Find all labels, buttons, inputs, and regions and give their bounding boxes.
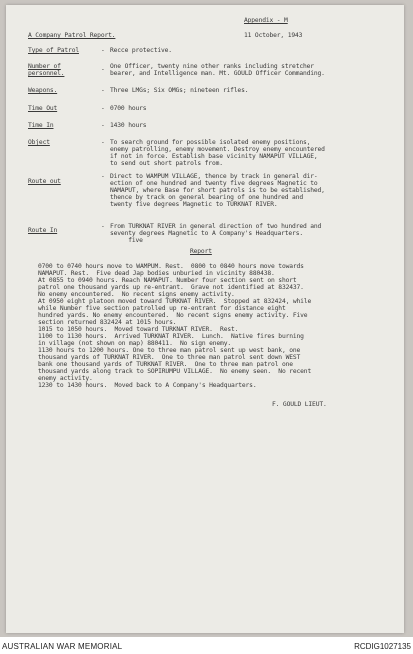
field-value-time-out: 0700 hours <box>110 105 147 112</box>
report-line: hundred yards. No enemy encountered. No recent signs enemy activity. Five <box>38 312 308 319</box>
document-page <box>6 5 404 633</box>
report-title: A Company Patrol Report. <box>28 32 116 39</box>
signature: F. GOULD LIEUT. <box>272 401 327 408</box>
field-label-personnel-2: personnel. <box>28 70 65 77</box>
report-line: thousand yards along track to SOPIRUMPU VILLAGE. No enemy seen. No recent <box>38 368 312 375</box>
field-value-route-out-4: thence by track on general bearing of one hundred and <box>110 194 303 201</box>
report-heading: Report <box>190 248 212 255</box>
report-line: 1100 to 1130 hours. Arrived TURKNAT RIVER. Lunch. Native fires burning <box>38 333 304 340</box>
report-date: 11 October, 1943 <box>244 32 303 39</box>
report-line: section returned 832424 at 1015 hours. <box>38 319 177 326</box>
report-line: while Number five section patrolled up re-entrant for distance eight <box>38 305 286 312</box>
field-value-object-3: if not in force. Establish base vicinity NAMAPUT VILLAGE, <box>110 153 318 160</box>
field-value-object-2: enemy patrolling, enemy movement. Destroy enemy encountered <box>110 146 325 153</box>
field-label-route-in: Route In <box>28 227 58 234</box>
report-line: At 0855 to 0940 hours. Reach NAMAPUT. Number four section sent on short <box>38 277 297 284</box>
field-label-route-out: Route out <box>28 178 61 185</box>
field-value-route-out-5: twenty five degrees Magnetic to TURKNAT RIVER. <box>110 201 278 208</box>
report-line: 1130 hours to 1200 hours. One to three man patrol sent up west bank, one <box>38 347 301 354</box>
field-label-object: Object <box>28 139 50 146</box>
field-dash: - <box>101 105 105 112</box>
field-value-personnel-2: bearer, and Intelligence man. Mt. GOULD Officer Commanding. <box>110 70 325 77</box>
report-line: bank one thousand yards of TURKNAT RIVER. One to three man patrol one <box>38 361 293 368</box>
report-line: At 0950 eight platoon moved toward TURKNAT RIVER. Stopped at 832424, while <box>38 298 312 305</box>
report-line: 0700 to 0740 hours move to WAMPUM. Rest. 0800 to 0840 hours move towards <box>38 263 304 270</box>
report-line: patrol one thousand yards up re-entrant. Grave not identified at 832437. <box>38 284 304 291</box>
appendix-label: Appendix - M <box>244 17 288 24</box>
archive-name: AUSTRALIAN WAR MEMORIAL <box>2 642 123 651</box>
field-label-weapons: Weapons. <box>28 87 58 94</box>
field-value-object-1: To search ground for possible isolated enemy positions, <box>110 139 311 146</box>
field-value-route-out-2: ection of one hundred and twenty five degrees Magnetic to <box>110 180 318 187</box>
field-label-time-in: Time In <box>28 122 54 129</box>
field-label-time-out: Time Out <box>28 105 58 112</box>
field-value-route-out-3: NAMAPUT, where Base for short patrols is to be established, <box>110 187 325 194</box>
field-dash: - <box>101 66 105 73</box>
report-line: in village (not shown on map) 880411. No sign enemy. <box>38 340 231 347</box>
report-line: 1015 to 1050 hours. Moved toward TURKNAT RIVER. Rest. <box>38 326 239 333</box>
report-line: No enemy encountered. No recent signs enemy activity. <box>38 291 235 298</box>
archive-footer <box>0 639 413 654</box>
field-dash: - <box>101 223 105 230</box>
field-value-time-in: 1430 hours <box>110 122 147 129</box>
field-value-weapons: Three LMGs; Six OMGs; nineteen rifles. <box>110 87 249 94</box>
field-dash: - <box>101 122 105 129</box>
field-value-route-in-1: From TURKNAT RIVER in general direction of two hundred and <box>110 223 322 230</box>
field-dash: - <box>101 47 105 54</box>
field-value-personnel-1: One Officer, twenty nine other ranks including stretcher <box>110 63 314 70</box>
field-value-route-out-1: Direct to WAMPUM VILLAGE, thence by track in general dir- <box>110 173 318 180</box>
report-line: 1230 to 1430 hours. Moved back to A Company's Headquarters. <box>38 382 257 389</box>
field-dash: - <box>101 139 105 146</box>
report-line: NAMAPUT. Rest. Five dead Jap bodies unburied in vicinity 880438. <box>38 270 275 277</box>
field-label-personnel: Number of <box>28 63 61 70</box>
field-value-route-in-3: five <box>110 237 143 244</box>
field-dash: - <box>101 87 105 94</box>
report-line: enemy activity. <box>38 375 93 382</box>
field-value-type: Recce protective. <box>110 47 172 54</box>
field-dash: - <box>101 173 105 180</box>
archive-id: RCDIG1027135 <box>354 642 411 651</box>
field-label-type: Type of Patrol <box>28 47 79 54</box>
report-line: thousand yards of TURKNAT RIVER. One to three man patrol sent down WEST <box>38 354 301 361</box>
field-value-route-in-2: seventy degrees Magnetic to A Company's Headquarters. <box>110 230 303 237</box>
field-value-object-4: to send out short patrols from. <box>110 160 223 167</box>
